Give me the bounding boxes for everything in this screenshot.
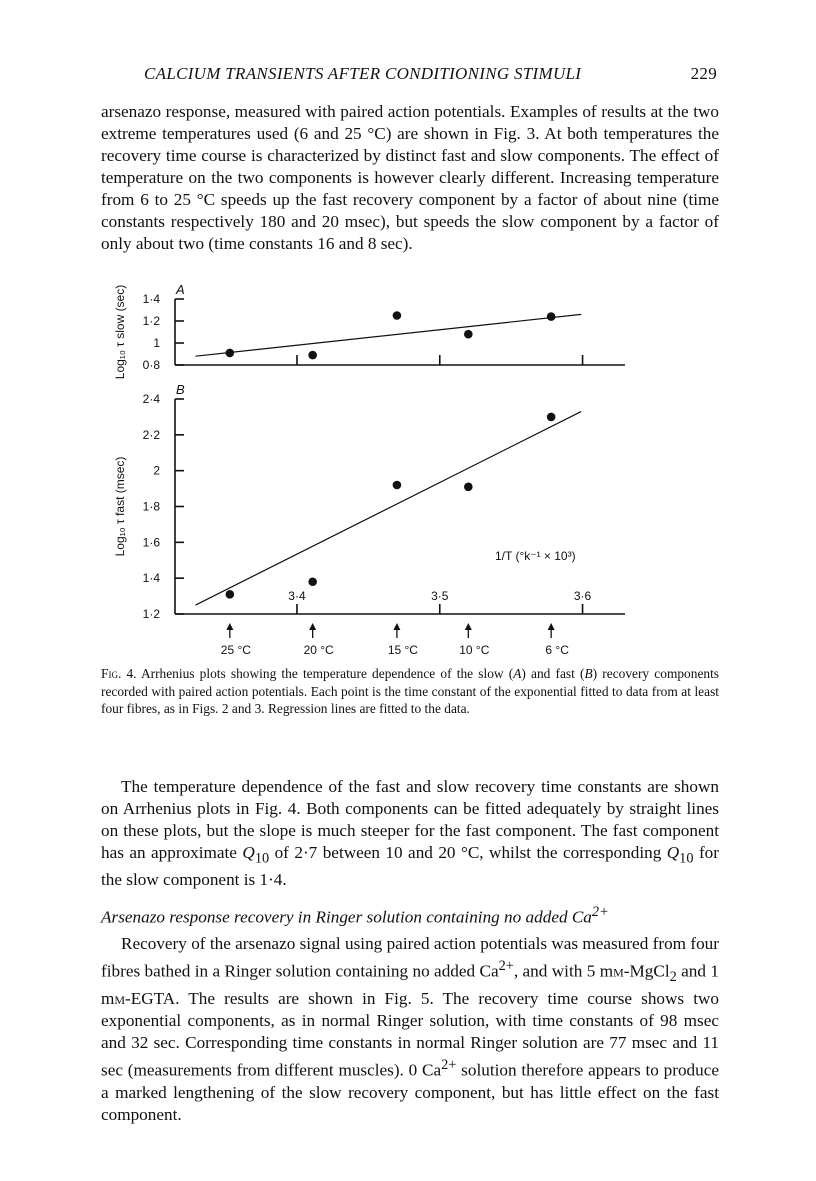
data-point xyxy=(308,577,317,586)
y-axis-label: Log₁₀ τ fast (msec) xyxy=(113,456,127,557)
paragraph-temperature-results: arsenazo response, measured with paired action potentials. Examples of results at the two extreme temperatures used (6 and 25 °C) are shown in Fig. 3. At both temperatures the recovery time course is characterized by distinct fast and slow components. The effect of temperature on the two components is however clearly different. Increasing temperature from 6 to 25 °C speeds up the fast recovery component by a factor of about nine (time constants respectively 180 and 20 msec), but speeds the slow component by a factor of only about two (time constants 16 and 8 sec). xyxy=(101,102,719,253)
y-tick-label: 1·2 xyxy=(142,607,160,621)
temperature-arrow-head xyxy=(309,623,316,630)
data-point xyxy=(393,311,402,320)
data-point xyxy=(547,312,556,321)
paragraph-arrhenius-discussion: The temperature dependence of the fast and slow recovery time constants are shown on Arrhenius plots in Fig. 4. Both components can be fitted adequately by straight lines on these plots, but the slope is much steeper for the fast component. The fast component has an approximate $Q_{10}$ of 2·7 between 10 and 20 °C, whilst the corresponding $Q_{10}$ for the slow component is 1·4. xyxy=(101,777,719,890)
y-tick-label: 1·4 xyxy=(142,292,160,306)
temperature-label: 20 °C xyxy=(303,643,334,657)
y-tick-label: 2 xyxy=(153,463,160,478)
regression-line xyxy=(196,314,582,356)
y-tick-label: 2·4 xyxy=(142,392,160,406)
section-heading: Arsenazo response recovery in Ringer solution containing no added $Ca^{2+}$ xyxy=(101,904,609,927)
temperature-label: 25 °C xyxy=(220,643,251,657)
temperature-arrow-head xyxy=(465,623,472,630)
y-tick-label: 1·4 xyxy=(142,571,160,586)
data-point xyxy=(226,349,235,358)
y-tick-label: 1·2 xyxy=(142,314,160,328)
x-tick-label: 3·6 xyxy=(573,589,592,603)
temperature-arrow-head xyxy=(548,623,555,630)
running-header xyxy=(103,64,719,88)
regression-line xyxy=(196,412,582,605)
y-axis-label: Log₁₀ τ slow (sec) xyxy=(113,284,127,380)
panel-a-slow-component xyxy=(113,282,625,379)
temperature-label: 6 °C xyxy=(545,643,569,657)
x-axis-label: 1/T (°k⁻¹ × 10³) xyxy=(495,549,576,563)
running-title: CALCIUM TRANSIENTS AFTER CONDITIONING STIMULI xyxy=(144,64,582,83)
data-point xyxy=(547,413,556,422)
data-point xyxy=(393,481,402,490)
panel-label: A xyxy=(176,282,185,297)
figure-caption xyxy=(101,665,719,718)
x-tick-label: 3·5 xyxy=(431,589,449,603)
y-tick-label: 1·6 xyxy=(142,535,160,550)
temperature-arrow-head xyxy=(393,623,400,630)
y-tick-label: 1·8 xyxy=(142,499,160,514)
figure-caption-text: Arrhenius plots showing the temperature dependence of the slow (A) and fast (B) recovery components recorded with paired action potentials. Each point is the time constant of the exponential fitted to data from at least four fibres, as in Figs. 2 and 3. Regression lines are fitted to the data. xyxy=(101,666,720,716)
y-tick-label: 2·2 xyxy=(142,427,160,442)
figure-4-arrhenius-plots xyxy=(0,280,816,660)
panel-label: B xyxy=(176,382,185,397)
temperature-arrow-head xyxy=(226,623,233,630)
page-number: 229 xyxy=(690,64,717,83)
temperature-label: 15 °C xyxy=(387,643,418,657)
panel-b-fast-component xyxy=(113,382,625,657)
data-point xyxy=(308,351,317,360)
temperature-label: 10 °C xyxy=(459,643,490,657)
y-tick-label: 0·8 xyxy=(142,358,160,372)
y-tick-label: 1 xyxy=(153,336,160,350)
data-point xyxy=(226,590,235,599)
data-point xyxy=(464,330,473,339)
data-point xyxy=(464,482,473,491)
x-tick-label: 3·4 xyxy=(288,589,306,603)
figure-caption-label: Fig. 4. xyxy=(101,666,137,681)
paragraph-zero-calcium: Recovery of the arsenazo signal using paired action potentials was measured from four fibres bathed in a Ringer solution containing no added $Ca^{2+}$, and with 5 mm-MgCl$_2$ and 1 mm-EGTA. The results are shown in Fig. 5. The recovery time course shows two exponential components, as in normal Ringer solution, with time constants of 98 msec and 32 sec. Corresponding time constants in normal Ringer solution are 77 msec and 11 sec (measurements from different muscles). 0 $Ca^{2+}$ solution therefore appears to produce a marked lengthening of the slow recovery component, but has little effect on the fast component. xyxy=(101,934,719,1124)
